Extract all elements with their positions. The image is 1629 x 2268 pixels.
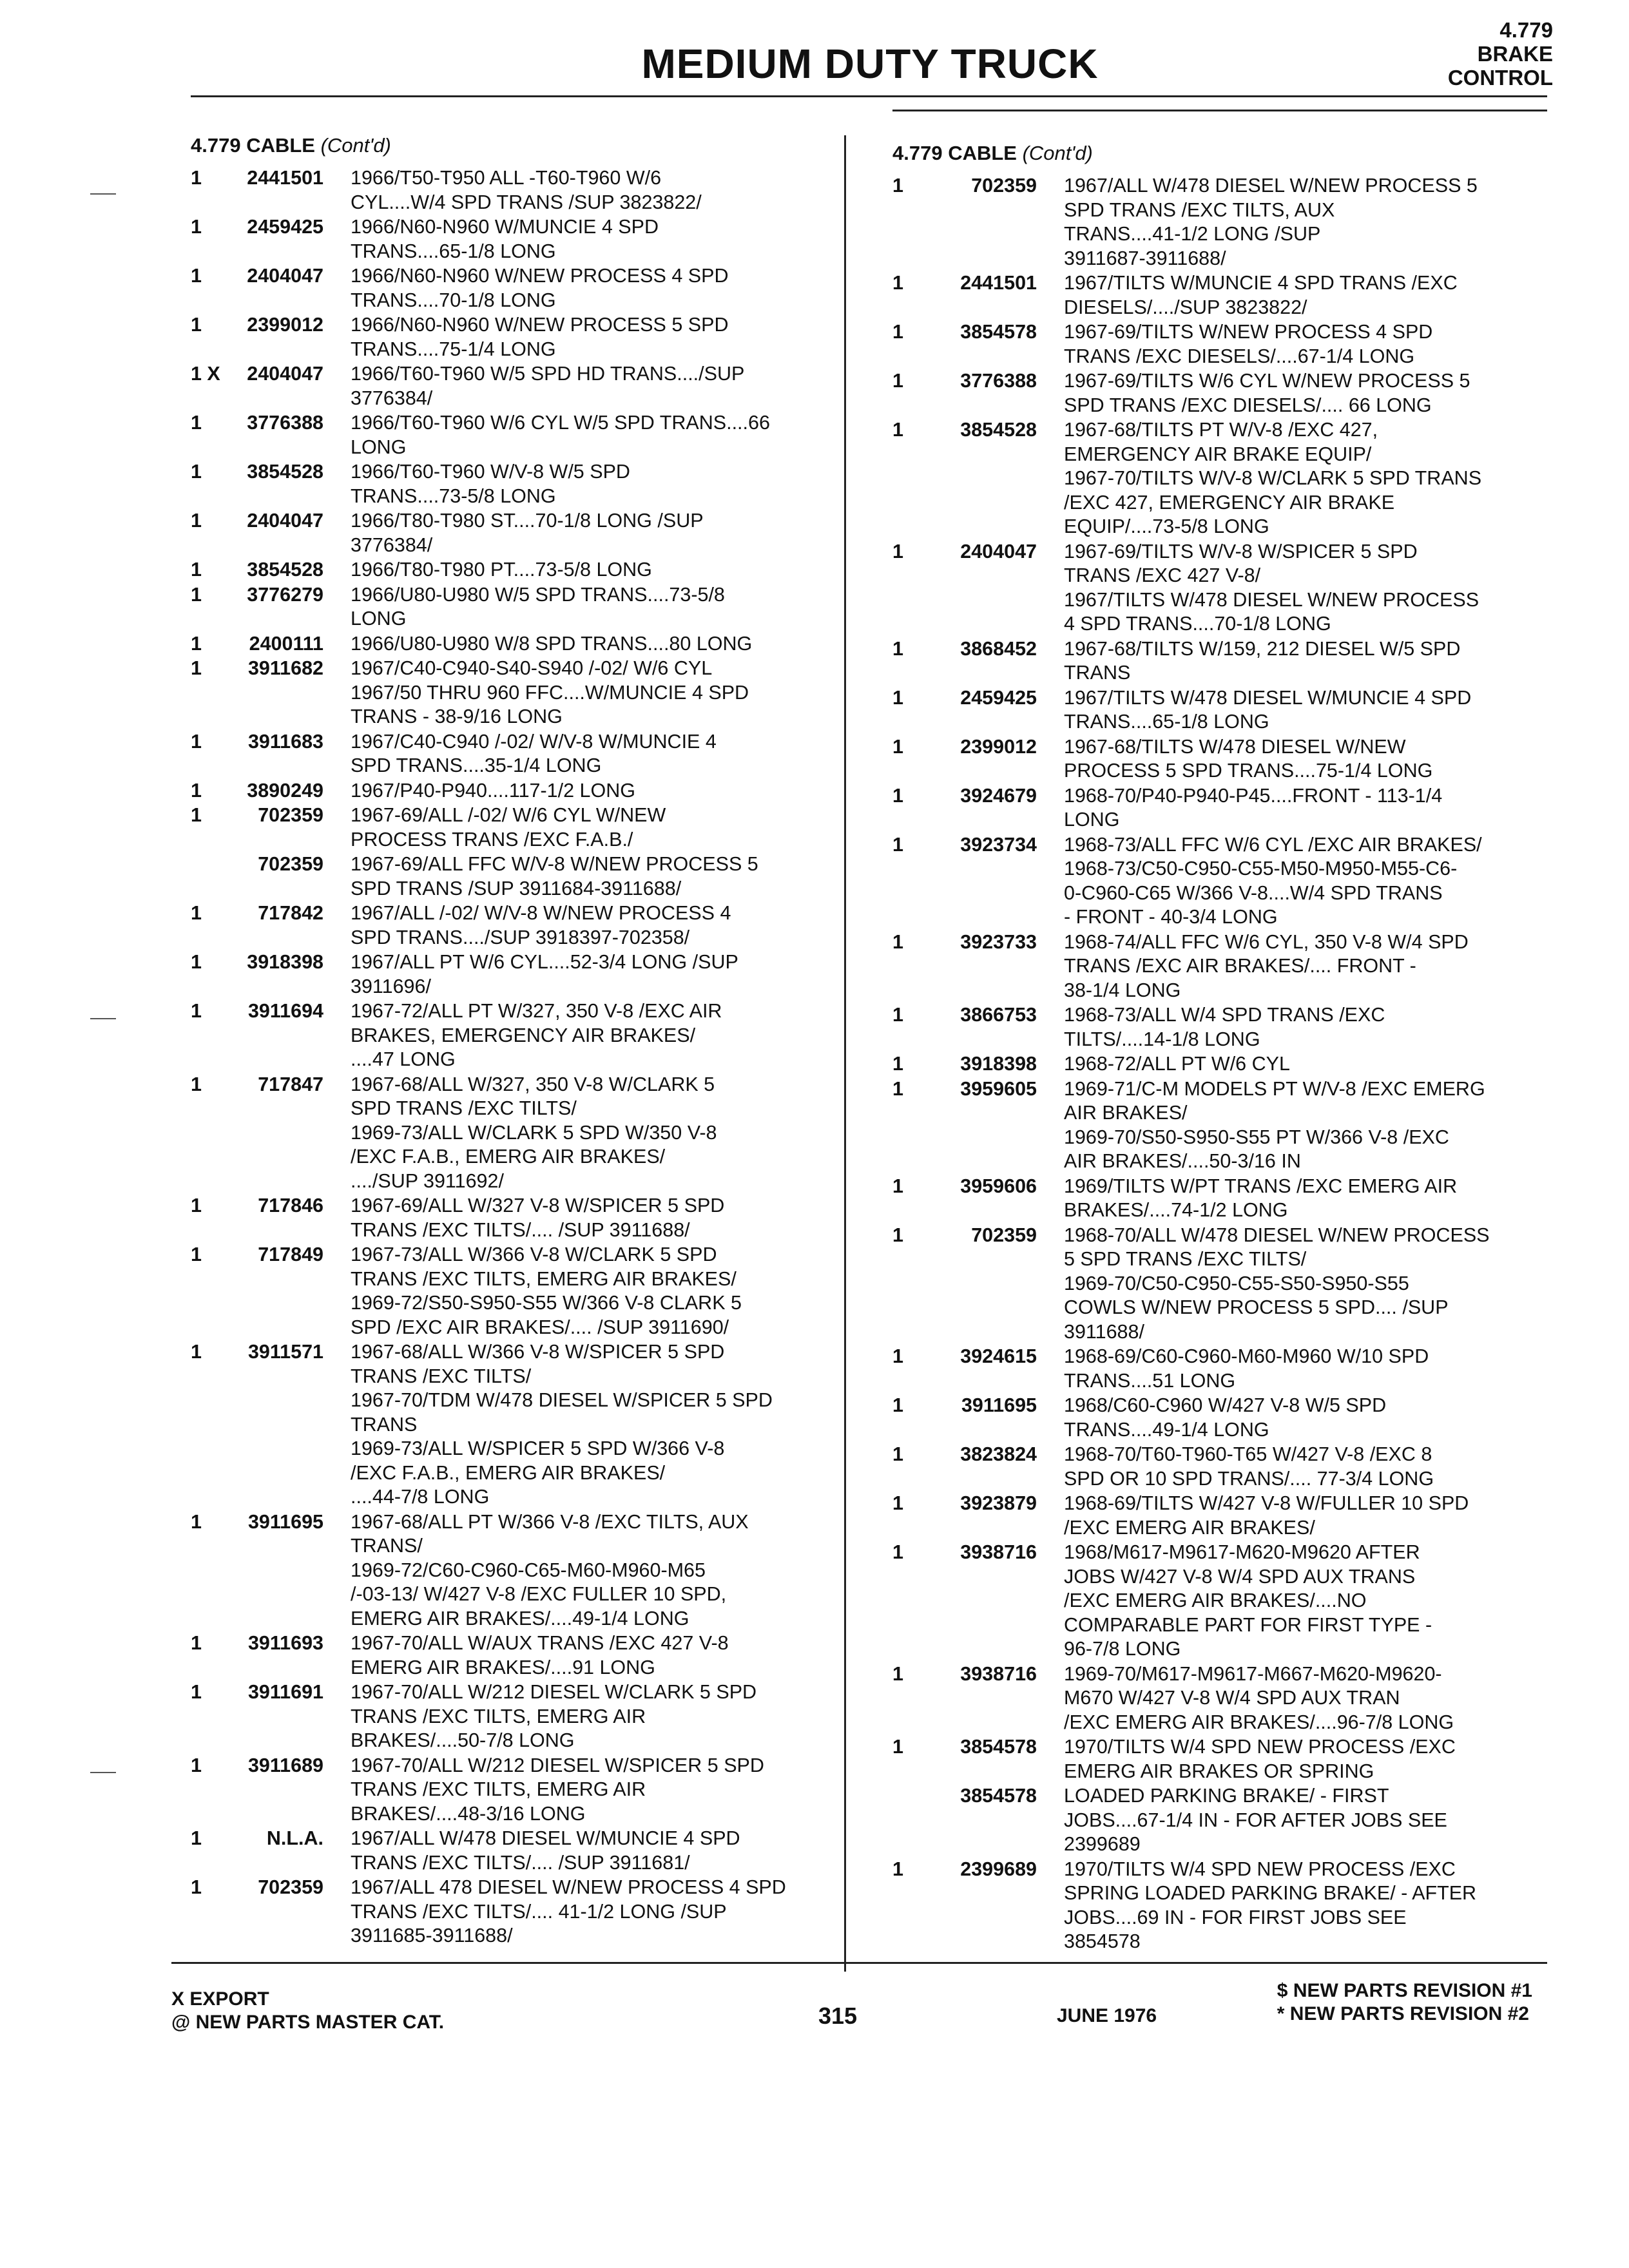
entry-quantity: 1 xyxy=(191,1195,202,1216)
footer-legend-right xyxy=(1277,1979,1532,2026)
part-entry xyxy=(191,1631,842,1680)
entry-description: 1967-73/ALL W/366 V-8 W/CLARK 5 SPD TRANS /EXC TILTS, EMERG AIR BRAKES/ 1969-72/S50-S950-S55 W/366 V-8 CLARK 5 SPD /EXC AIR BRAKES/.... /SUP 3911690/ xyxy=(351,1244,742,1338)
entry-description: 1967/C40-C940 /-02/ W/V-8 W/MUNCIE 4 SPD TRANS....35-1/4 LONG xyxy=(351,730,717,776)
part-entry xyxy=(191,166,842,215)
entry-part-number: 3923734 xyxy=(960,833,1037,856)
entry-part-number: N.L.A. xyxy=(266,1827,323,1849)
entry-part-number: 2404047 xyxy=(247,363,323,385)
entry-description: 1966/T60-T960 W/5 SPD HD TRANS..../SUP 3776384/ xyxy=(351,363,745,409)
entry-description: 1967-69/TILTS W/V-8 W/SPICER 5 SPD TRANS /EXC 427 V-8/ 1967/TILTS W/478 DIESEL W/NEW PROCESS 4 SPD TRANS....70-1/8 LONG xyxy=(1064,540,1480,635)
entry-quantity: 1 xyxy=(191,951,202,973)
entry-part-number: 3776388 xyxy=(960,370,1037,392)
part-entry xyxy=(892,1735,1556,1783)
margin-mark xyxy=(90,193,116,195)
entry-description: 1967/C40-C940-S40-S940 /-02/ W/6 CYL 1967/50 THRU 960 FFC....W/MUNCIE 4 SPD TRANS - 38-9/16 LONG xyxy=(351,657,749,727)
part-entry xyxy=(191,1340,842,1510)
entry-quantity: 1 xyxy=(892,419,903,441)
entry-part-number: 702359 xyxy=(971,1224,1037,1246)
entry-description: 1966/T60-T960 W/V-8 W/5 SPD TRANS....73-5/8 LONG xyxy=(351,461,630,507)
part-entry xyxy=(892,1858,1556,1954)
entry-description: 1967-69/ALL /-02/ W/6 CYL W/NEW PROCESS TRANS /EXC F.A.B./ xyxy=(351,804,666,850)
page-title: MEDIUM DUTY TRUCK xyxy=(641,41,1099,87)
part-entry xyxy=(191,313,842,361)
page-number: 315 xyxy=(818,2003,858,2029)
part-entry xyxy=(892,1784,1556,1857)
entry-part-number: 3823824 xyxy=(960,1443,1037,1465)
entry-quantity: 1 xyxy=(191,1876,202,1898)
part-entry xyxy=(892,637,1556,686)
entry-description: 1968-72/ALL PT W/6 CYL xyxy=(1064,1053,1290,1075)
entry-description: 1967-68/TILTS W/159, 212 DIESEL W/5 SPD TRANS xyxy=(1064,637,1461,684)
entry-description: 1969-70/M617-M9617-M667-M620-M9620- M670 W/427 V-8 W/4 SPD AUX TRAN /EXC EMERG AIR BRAKES/....96-7/8 LONG xyxy=(1064,1662,1454,1733)
entry-part-number: 3911682 xyxy=(247,657,323,679)
entry-description: 1968-69/C60-C960-M60-M960 W/10 SPD TRANS....51 LONG xyxy=(1064,1345,1429,1392)
entry-part-number: 702359 xyxy=(971,175,1037,197)
part-entry xyxy=(892,320,1556,369)
entry-quantity: 1 xyxy=(892,1662,903,1685)
entry-quantity: 1 xyxy=(892,1736,903,1758)
entry-description: 1967-70/ALL W/AUX TRANS /EXC 427 V-8 EMERG AIR BRAKES/....91 LONG xyxy=(351,1632,729,1678)
revision-1-note: $ NEW PARTS REVISION #1 xyxy=(1277,1980,1532,2001)
entry-part-number: 3854578 xyxy=(960,1736,1037,1758)
entry-quantity: 1 xyxy=(191,314,202,336)
entry-quantity: 1 xyxy=(191,412,202,434)
entry-quantity: 1 xyxy=(892,735,903,758)
part-entry xyxy=(191,1876,842,1948)
right-column xyxy=(892,142,1556,2107)
part-entry xyxy=(191,803,842,852)
entry-description: 1967-69/ALL FFC W/V-8 W/NEW PROCESS 5 SPD TRANS /SUP 3911684-3911688/ xyxy=(351,853,758,899)
part-entry xyxy=(892,1492,1556,1540)
entry-part-number: 717849 xyxy=(258,1244,323,1265)
entry-part-number: 2441501 xyxy=(247,167,323,189)
entry-description: 1966/T80-T980 ST....70-1/8 LONG /SUP 3776384/ xyxy=(351,510,704,556)
entry-description: 1967-68/ALL PT W/366 V-8 /EXC TILTS, AUX TRANS/ 1969-72/C60-C960-C65-M60-M960-M65 /-03-13/ W/427 V-8 /EXC FULLER 10 SPD, EMERG AIR BRAKES/....49-1/4 LONG xyxy=(351,1510,749,1629)
part-entry xyxy=(892,1224,1556,1345)
entry-part-number: 3923733 xyxy=(960,930,1037,953)
entry-description: 1968-70/P40-P940-P45....FRONT - 113-1/4 LONG xyxy=(1064,784,1443,831)
entry-part-number: 2400111 xyxy=(249,632,323,655)
entry-part-number: 3890249 xyxy=(247,779,323,802)
part-entry xyxy=(892,930,1556,1003)
column-divider xyxy=(844,135,846,1972)
entry-quantity: 1 xyxy=(191,1681,202,1703)
entry-description: LOADED PARKING BRAKE/ - FIRST JOBS....67-1/4 IN - FOR AFTER JOBS SEE 2399689 xyxy=(1064,1785,1447,1855)
entry-quantity: 1 xyxy=(892,370,903,392)
entry-part-number: 3923879 xyxy=(960,1492,1037,1514)
entry-description: 1967/ALL PT W/6 CYL....52-3/4 LONG /SUP 3911696/ xyxy=(351,951,738,997)
heading-continued: (Cont'd) xyxy=(320,134,391,157)
entry-quantity: 1 xyxy=(892,1224,903,1246)
part-entry xyxy=(191,1073,842,1194)
entry-part-number: 2404047 xyxy=(247,265,323,287)
part-entry xyxy=(892,540,1556,637)
entry-quantity: 1 xyxy=(191,1244,202,1265)
part-entry xyxy=(191,509,842,557)
entry-part-number: 3918398 xyxy=(247,951,323,973)
entry-part-number: 2399012 xyxy=(247,314,323,336)
entry-part-number: 3938716 xyxy=(960,1662,1037,1685)
entry-description: 1970/TILTS W/4 SPD NEW PROCESS /EXC SPRING LOADED PARKING BRAKE/ - AFTER JOBS....69 IN - FOR FIRST JOBS SEE 3854578 xyxy=(1064,1858,1477,1952)
entry-part-number: 702359 xyxy=(258,853,323,875)
entry-part-number: 3776279 xyxy=(247,583,323,606)
entry-description: 1967/ALL /-02/ W/V-8 W/NEW PROCESS 4 SPD TRANS..../SUP 3918397-702358/ xyxy=(351,902,731,948)
part-entry xyxy=(892,271,1556,320)
entry-part-number: 2404047 xyxy=(247,510,323,532)
entry-description: 1966/N60-N960 W/MUNCIE 4 SPD TRANS....65-1/8 LONG xyxy=(351,216,659,262)
part-entry xyxy=(892,174,1556,271)
footer-rule xyxy=(171,1962,1547,1964)
part-entry xyxy=(191,411,842,459)
entry-part-number: 3924679 xyxy=(960,784,1037,807)
entry-part-number: 3924615 xyxy=(960,1345,1037,1367)
entry-quantity xyxy=(892,1784,916,1857)
entry-part-number: 3911695 xyxy=(247,1510,323,1533)
entry-quantity: 1 xyxy=(892,540,903,562)
entry-description: 1967-69/TILTS W/NEW PROCESS 4 SPD TRANS /EXC DIESELS/....67-1/4 LONG xyxy=(1064,321,1433,367)
entry-description: 1968/M617-M9617-M620-M9620 AFTER JOBS W/427 V-8 W/4 SPD AUX TRANS /EXC EMERG AIR BRAKES/....NO COMPARABLE PART FOR FIRST TYPE - 96-7/8 LONG xyxy=(1064,1541,1432,1660)
entry-description: 1967-68/ALL W/327, 350 V-8 W/CLARK 5 SPD TRANS /EXC TILTS/ 1969-73/ALL W/CLARK 5 SPD W/350 V-8 /EXC F.A.B., EMERG AIR BRAKES/ ..../SUP 3911692/ xyxy=(351,1073,717,1192)
entry-part-number: 3868452 xyxy=(960,637,1037,660)
entry-part-number: 3911571 xyxy=(247,1341,323,1363)
part-entry xyxy=(191,852,842,901)
left-entry-list xyxy=(191,166,842,1948)
entry-quantity: 1 xyxy=(191,559,202,581)
entry-description: 1967/TILTS W/478 DIESEL W/MUNCIE 4 SPD TRANS....65-1/8 LONG xyxy=(1064,686,1472,733)
entry-quantity: 1 xyxy=(191,1000,202,1022)
margin-mark xyxy=(90,1018,116,1019)
part-entry xyxy=(892,1443,1556,1491)
revision-2-note: * NEW PARTS REVISION #2 xyxy=(1277,2003,1529,2024)
entry-quantity: 1 xyxy=(892,1175,903,1197)
entry-part-number: 702359 xyxy=(258,804,323,826)
entry-part-number: 3911693 xyxy=(247,1632,323,1654)
entry-description: 1969/TILTS W/PT TRANS /EXC EMERG AIR BRAKES/....74-1/2 LONG xyxy=(1064,1175,1458,1221)
entry-quantity: 1 xyxy=(892,1858,903,1880)
part-entry xyxy=(892,1662,1556,1735)
heading-number: 4.779 CABLE xyxy=(892,142,1017,164)
entry-description: 1967/ALL W/478 DIESEL W/MUNCIE 4 SPD TRANS /EXC TILTS/.... /SUP 3911681/ xyxy=(351,1827,740,1874)
entry-description: 1967-68/ALL W/366 V-8 W/SPICER 5 SPD TRANS /EXC TILTS/ 1967-70/TDM W/478 DIESEL W/SPICER 5 SPD TRANS 1969-73/ALL W/SPICER 5 SPD W/366 V-8 /EXC F.A.B., EMERG AIR BRAKES/ ....44-7/8 LONG xyxy=(351,1341,773,1508)
entry-description: 1967-69/TILTS W/6 CYL W/NEW PROCESS 5 SPD TRANS /EXC DIESELS/.... 66 LONG xyxy=(1064,370,1470,416)
part-entry xyxy=(892,1541,1556,1662)
entry-part-number: 3911689 xyxy=(247,1754,323,1776)
part-entry xyxy=(191,657,842,729)
entry-part-number: 3911691 xyxy=(247,1681,323,1703)
entry-quantity: 1 xyxy=(892,637,903,660)
entry-description: 1966/N60-N960 W/NEW PROCESS 4 SPD TRANS....70-1/8 LONG xyxy=(351,265,729,311)
entry-quantity: 1 xyxy=(191,1827,202,1849)
entry-part-number: 3866753 xyxy=(960,1004,1037,1026)
part-entry xyxy=(892,369,1556,418)
header-rule xyxy=(191,95,1547,97)
export-note: X EXPORT xyxy=(171,1988,269,2010)
part-entry xyxy=(191,950,842,999)
left-column-heading xyxy=(191,134,842,157)
entry-quantity: 1 xyxy=(892,784,903,807)
entry-part-number: 3911694 xyxy=(247,1000,323,1022)
entry-part-number: 3959606 xyxy=(960,1175,1037,1197)
entry-quantity: 1 xyxy=(191,779,202,802)
entry-quantity: 1 xyxy=(191,1754,202,1776)
publication-date: JUNE 1976 xyxy=(1057,2005,1157,2026)
part-entry xyxy=(892,735,1556,783)
entry-part-number: 717847 xyxy=(258,1073,323,1095)
entry-quantity: 1 xyxy=(191,1073,202,1095)
part-entry xyxy=(191,730,842,778)
entry-description: 1968-74/ALL FFC W/6 CYL, 350 V-8 W/4 SPD TRANS /EXC AIR BRAKES/.... FRONT - 38-1/4 LONG xyxy=(1064,930,1469,1001)
part-entry xyxy=(191,1194,842,1242)
entry-part-number: 2404047 xyxy=(960,540,1037,562)
entry-part-number: 3959605 xyxy=(960,1077,1037,1100)
entry-description: 1969-71/C-M MODELS PT W/V-8 /EXC EMERG AIR BRAKES/ 1969-70/S50-S950-S55 PT W/366 V-8 /EXC AIR BRAKES/....50-3/16 IN xyxy=(1064,1077,1485,1172)
part-entry xyxy=(191,1680,842,1753)
entry-part-number: 3854528 xyxy=(960,419,1037,441)
entry-quantity xyxy=(191,852,214,901)
entry-quantity: 1 xyxy=(892,686,903,709)
entry-description: 1968/C60-C960 W/427 V-8 W/5 SPD TRANS....49-1/4 LONG xyxy=(1064,1394,1387,1441)
entry-description: 1970/TILTS W/4 SPD NEW PROCESS /EXC EMERG AIR BRAKES OR SPRING xyxy=(1064,1736,1456,1782)
entry-description: 1968-69/TILTS W/427 V-8 W/FULLER 10 SPD /EXC EMERG AIR BRAKES/ xyxy=(1064,1492,1469,1539)
entry-quantity: 1 xyxy=(892,321,903,343)
heading-continued: (Cont'd) xyxy=(1022,142,1093,164)
entry-part-number: 3911695 xyxy=(961,1394,1037,1416)
part-entry xyxy=(191,901,842,950)
part-entry xyxy=(892,1394,1556,1442)
entry-part-number: 3911683 xyxy=(247,730,323,753)
entry-quantity: 1 xyxy=(191,461,202,483)
entry-part-number: 3938716 xyxy=(960,1541,1037,1563)
part-entry xyxy=(191,1510,842,1631)
entry-part-number: 717842 xyxy=(258,902,323,924)
right-entry-list xyxy=(892,174,1556,1954)
section-label xyxy=(1295,18,1553,90)
part-entry xyxy=(892,784,1556,832)
entry-description: 1967-70/ALL W/212 DIESEL W/SPICER 5 SPD TRANS /EXC TILTS, EMERG AIR BRAKES/....48-3/16 LONG xyxy=(351,1754,764,1825)
entry-description: 1966/T80-T980 PT....73-5/8 LONG xyxy=(351,559,652,581)
entry-quantity: 1 xyxy=(191,1632,202,1654)
entry-quantity: 1 xyxy=(892,175,903,197)
entry-part-number: 3854528 xyxy=(247,559,323,581)
part-entry xyxy=(191,1754,842,1827)
entry-quantity: 1 xyxy=(191,216,202,238)
entry-quantity: 1 xyxy=(191,1341,202,1363)
entry-part-number: 3854578 xyxy=(960,321,1037,343)
entry-description: 1967/ALL 478 DIESEL W/NEW PROCESS 4 SPD TRANS /EXC TILTS/.... 41-1/2 LONG /SUP 3911685-3911688/ xyxy=(351,1876,786,1946)
entry-description: 1968-73/ALL FFC W/6 CYL /EXC AIR BRAKES/ 1968-73/C50-C950-C55-M50-M950-M55-C6- 0-C960-C65 W/366 V-8....W/4 SPD TRANS - FRONT - 40-3/4 LONG xyxy=(1064,833,1482,928)
entry-quantity: 1 xyxy=(892,1053,903,1075)
entry-part-number: 3918398 xyxy=(960,1053,1037,1075)
entry-description: 1966/U80-U980 W/8 SPD TRANS....80 LONG xyxy=(351,632,753,655)
right-column-heading xyxy=(892,142,1556,165)
entry-quantity: 1 xyxy=(191,632,202,655)
entry-quantity: 1 xyxy=(892,1541,903,1563)
section-number: 4.779 xyxy=(1499,18,1553,42)
part-entry xyxy=(892,1003,1556,1052)
entry-part-number: 3776388 xyxy=(247,412,323,434)
entry-part-number: 2399012 xyxy=(960,735,1037,758)
entry-description: 1967-69/ALL W/327 V-8 W/SPICER 5 SPD TRANS /EXC TILTS/.... /SUP 3911688/ xyxy=(351,1195,725,1241)
part-entry xyxy=(892,1345,1556,1393)
entry-part-number: 2459425 xyxy=(960,686,1037,709)
entry-description: 1968-73/ALL W/4 SPD TRANS /EXC TILTS/....14-1/8 LONG xyxy=(1064,1004,1385,1050)
entry-part-number: 702359 xyxy=(258,1876,323,1898)
part-entry xyxy=(892,833,1556,930)
part-entry xyxy=(892,418,1556,539)
part-entry xyxy=(191,632,842,657)
entry-description: 1967-68/TILTS W/478 DIESEL W/NEW PROCESS 5 SPD TRANS....75-1/4 LONG xyxy=(1064,735,1433,782)
entry-quantity: 1 xyxy=(191,583,202,606)
entry-description: 1968-70/T60-T960-T65 W/427 V-8 /EXC 8 SPD OR 10 SPD TRANS/.... 77-3/4 LONG xyxy=(1064,1443,1434,1490)
entry-part-number: 717846 xyxy=(258,1195,323,1216)
part-entry xyxy=(892,1175,1556,1223)
entry-description: 1967-70/ALL W/212 DIESEL W/CLARK 5 SPD TRANS /EXC TILTS, EMERG AIR BRAKES/....50-7/8 LONG xyxy=(351,1681,757,1751)
entry-quantity: 1 xyxy=(191,804,202,826)
entry-description: 1967-72/ALL PT W/327, 350 V-8 /EXC AIR BRAKES, EMERGENCY AIR BRAKES/ ....47 LONG xyxy=(351,1000,722,1070)
entry-quantity: 1 X xyxy=(191,363,220,385)
part-entry xyxy=(191,558,842,582)
entry-quantity: 1 xyxy=(892,1077,903,1100)
entry-quantity: 1 xyxy=(191,730,202,753)
entry-quantity: 1 xyxy=(191,902,202,924)
part-entry xyxy=(892,1052,1556,1077)
entry-quantity: 1 xyxy=(892,1345,903,1367)
entry-quantity: 1 xyxy=(892,1443,903,1465)
section-line-2: CONTROL xyxy=(1447,66,1553,90)
entry-quantity: 1 xyxy=(892,833,903,856)
part-entry xyxy=(191,1827,842,1875)
entry-quantity: 1 xyxy=(191,657,202,679)
part-entry xyxy=(191,460,842,508)
part-entry xyxy=(191,264,842,312)
entry-description: 1966/T50-T950 ALL -T60-T960 W/6 CYL....W/4 SPD TRANS /SUP 3823822/ xyxy=(351,167,702,213)
entry-description: 1966/T60-T960 W/6 CYL W/5 SPD TRANS....66 LONG xyxy=(351,412,770,458)
part-entry xyxy=(191,583,842,631)
entry-description: 1966/U80-U980 W/5 SPD TRANS....73-5/8 LONG xyxy=(351,583,725,629)
entry-quantity: 1 xyxy=(892,930,903,953)
part-entry xyxy=(191,999,842,1072)
entry-description: 1966/N60-N960 W/NEW PROCESS 5 SPD TRANS....75-1/4 LONG xyxy=(351,314,729,360)
entry-part-number: 2441501 xyxy=(960,272,1037,294)
entry-quantity: 1 xyxy=(892,1004,903,1026)
entry-description: 1967-68/TILTS PT W/V-8 /EXC 427, EMERGENCY AIR BRAKE EQUIP/ 1967-70/TILTS W/V-8 W/CLARK 5 SPD TRANS /EXC 427, EMERGENCY AIR BRAKE EQUIP/....73-5/8 LONG xyxy=(1064,419,1482,537)
heading-number: 4.779 CABLE xyxy=(191,134,315,157)
part-entry xyxy=(892,686,1556,735)
part-entry xyxy=(191,1243,842,1340)
part-entry xyxy=(191,779,842,803)
entry-quantity: 1 xyxy=(892,272,903,294)
entry-part-number: 3854528 xyxy=(247,461,323,483)
entry-description: 1967/TILTS W/MUNCIE 4 SPD TRANS /EXC DIESELS/..../SUP 3823822/ xyxy=(1064,272,1458,318)
left-column xyxy=(191,134,842,2099)
entry-quantity: 1 xyxy=(191,510,202,532)
entry-quantity: 1 xyxy=(191,265,202,287)
entry-quantity: 1 xyxy=(191,1510,202,1533)
master-catalog-note: @ NEW PARTS MASTER CAT. xyxy=(171,2012,445,2033)
entry-part-number: 2459425 xyxy=(247,216,323,238)
entry-part-number: 3854578 xyxy=(960,1785,1037,1807)
entry-quantity: 1 xyxy=(892,1394,903,1416)
footer-legend-left xyxy=(171,1988,444,2034)
entry-quantity: 1 xyxy=(892,1492,903,1514)
entry-description: 1967/ALL W/478 DIESEL W/NEW PROCESS 5 SPD TRANS /EXC TILTS, AUX TRANS....41-1/2 LONG /SUP 3911687-3911688/ xyxy=(1064,175,1478,269)
section-line-1: BRAKE xyxy=(1477,42,1553,66)
part-entry xyxy=(191,362,842,410)
entry-description: 1967/P40-P940....117-1/2 LONG xyxy=(351,779,635,802)
entry-description: 1968-70/ALL W/478 DIESEL W/NEW PROCESS 5 SPD TRANS /EXC TILTS/ 1969-70/C50-C950-C55-S50-S950-S55 COWLS W/NEW PROCESS 5 SPD.... /SUP 3911688/ xyxy=(1064,1224,1490,1343)
margin-mark xyxy=(90,1772,116,1773)
entry-part-number: 2399689 xyxy=(960,1858,1037,1880)
part-entry xyxy=(892,1077,1556,1174)
entry-quantity: 1 xyxy=(191,167,202,189)
part-entry xyxy=(191,215,842,264)
header-rule-2 xyxy=(892,110,1547,111)
